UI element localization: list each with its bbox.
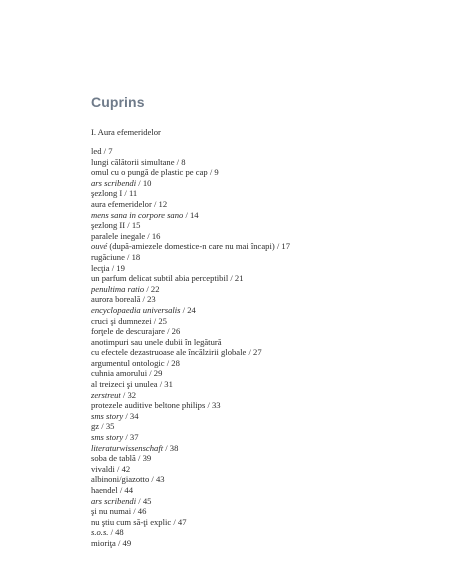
toc-entry-page-number: 23 bbox=[147, 294, 156, 305]
toc-entry-title: gz bbox=[91, 421, 100, 432]
toc-entry-title: ouvé bbox=[91, 241, 108, 252]
toc-entry-title: cu efectele dezastruoase ale încălzirii globale bbox=[91, 347, 247, 358]
toc-entry-page-number: 47 bbox=[177, 516, 187, 527]
toc-entry-page-number: 27 bbox=[253, 347, 262, 358]
toc-entry bbox=[91, 527, 431, 538]
toc-entry bbox=[91, 284, 431, 295]
toc-entry-separator: / bbox=[140, 294, 148, 305]
toc-entry-page-number: 29 bbox=[153, 368, 163, 379]
toc-entry bbox=[91, 517, 431, 528]
toc-entry bbox=[91, 167, 431, 178]
toc-entry-page-number: 35 bbox=[105, 421, 115, 432]
toc-entry-title: rugăciune bbox=[91, 251, 125, 262]
toc-entry-title: mens sana in corpore sano bbox=[91, 209, 184, 220]
toc-entry-separator: / bbox=[163, 442, 170, 453]
toc-entry-page-number: 46 bbox=[137, 506, 147, 517]
toc-entry-separator: / bbox=[131, 506, 138, 517]
toc-entry-separator: / bbox=[124, 251, 132, 262]
toc-entry-page-number: 9 bbox=[214, 167, 219, 178]
toc-entry-separator: / bbox=[136, 177, 143, 188]
toc-entry-title: sms story bbox=[91, 432, 124, 443]
toc-entry-page-number: 34 bbox=[129, 410, 139, 421]
toc-entry-title: aura efemeridelor bbox=[91, 198, 152, 209]
toc-entry bbox=[91, 411, 431, 422]
toc-entry-page-number: 44 bbox=[124, 485, 134, 495]
page-title: Cuprins bbox=[91, 94, 145, 110]
toc-entry-page-number: 25 bbox=[158, 315, 167, 326]
toc-entry bbox=[91, 220, 431, 231]
toc-entry-separator: / bbox=[147, 368, 154, 379]
toc-entry bbox=[91, 294, 431, 305]
toc-entry-page-number: 28 bbox=[171, 357, 180, 368]
toc-entry-title: literaturwissenschaft bbox=[91, 442, 164, 453]
toc-entry-page-number: 24 bbox=[187, 304, 196, 315]
toc-entry-title: zerstreut bbox=[91, 389, 121, 400]
toc-entry-separator: / bbox=[171, 516, 178, 527]
toc-entry-separator: / bbox=[109, 262, 117, 273]
toc-entry bbox=[91, 496, 431, 507]
toc-entry-title: forţele de descurajare bbox=[91, 326, 165, 337]
toc-entry bbox=[91, 231, 431, 242]
toc-entry bbox=[91, 485, 431, 496]
toc-entry-page-number: 26 bbox=[171, 326, 181, 337]
toc-entry bbox=[91, 146, 431, 157]
toc-entry-separator: / bbox=[122, 188, 129, 199]
toc-entry-separator: / bbox=[207, 167, 215, 178]
toc-entry bbox=[91, 188, 431, 199]
toc-entry-separator: / bbox=[151, 198, 159, 209]
toc-entry-page-number: 8 bbox=[181, 156, 186, 167]
toc-entry-page-number: 39 bbox=[142, 453, 152, 464]
toc-entry-page-number: 49 bbox=[122, 537, 132, 548]
toc-entry-title: ars scribendi bbox=[91, 177, 137, 188]
toc-entry bbox=[91, 347, 431, 358]
toc-entry-title: led bbox=[91, 146, 102, 156]
toc-entry-title: vivaldi bbox=[91, 463, 115, 474]
toc-entry-page-number: 38 bbox=[169, 442, 179, 453]
toc-entry-page-number: 42 bbox=[121, 463, 131, 474]
toc-entry-separator: / bbox=[164, 326, 172, 337]
toc-entry-title: mioriţa bbox=[91, 537, 116, 548]
toc-entry-title: penultima ratio bbox=[91, 283, 145, 294]
toc-entry-separator: / bbox=[117, 485, 125, 495]
toc-entry-title: omul cu o pungă de plastic pe cap bbox=[91, 167, 208, 178]
toc-entry-page-number: 19 bbox=[116, 262, 125, 273]
toc-entry-title: protezele auditive beltone philips bbox=[91, 400, 206, 411]
toc-entry-separator: / bbox=[123, 410, 130, 421]
toc-entry bbox=[91, 443, 431, 454]
toc-entry-separator: / bbox=[136, 495, 143, 506]
toc-entry-title: lecţia bbox=[91, 262, 110, 273]
toc-entry-page-number: 32 bbox=[127, 389, 137, 400]
toc-entry-separator: / bbox=[151, 315, 159, 326]
toc-entry-page-number: 37 bbox=[129, 432, 139, 443]
toc-entry-title: lungi călătorii simultane bbox=[91, 156, 175, 167]
toc-entry-title: argumentul ontologic bbox=[91, 357, 165, 368]
toc-entry-title: şezlong I bbox=[91, 188, 123, 199]
toc-entry-page-number: 21 bbox=[234, 273, 244, 284]
toc-entry bbox=[91, 432, 431, 443]
toc-entry-separator: / bbox=[108, 527, 116, 538]
toc-entry bbox=[91, 390, 431, 401]
toc-entry-separator: / bbox=[157, 379, 165, 390]
toc-entry bbox=[91, 453, 431, 464]
toc-entry-page-number: 7 bbox=[108, 146, 113, 156]
toc-entry-separator: / bbox=[135, 453, 143, 464]
toc-entry-separator: / bbox=[183, 209, 190, 220]
toc-entry-page-number: 33 bbox=[212, 400, 221, 411]
toc-entry-separator: / bbox=[145, 230, 152, 241]
toc-entry-separator: / bbox=[164, 357, 172, 368]
toc-entry bbox=[91, 358, 431, 369]
toc-entry-page-number: 45 bbox=[142, 495, 152, 506]
toc-entry-separator: / bbox=[120, 389, 128, 400]
toc-entry bbox=[91, 252, 431, 263]
toc-entry-page-number: 14 bbox=[190, 209, 199, 220]
toc-entry-subtitle: (după-amiezele domestice-n care nu mai încapi) bbox=[107, 241, 275, 252]
toc-entry-page-number: 43 bbox=[155, 474, 165, 485]
toc-entry-separator: / bbox=[274, 241, 282, 252]
toc-entry-title: albinoni/giazotto bbox=[91, 474, 150, 485]
toc-entry-separator: / bbox=[246, 347, 254, 358]
toc-entry bbox=[91, 157, 431, 168]
toc-entry-separator: / bbox=[174, 156, 182, 167]
toc-entry-page-number: 15 bbox=[131, 220, 141, 231]
toc-entry bbox=[91, 368, 431, 379]
toc-entry-page-number: 16 bbox=[151, 230, 161, 241]
toc-entry-page-number: 22 bbox=[150, 283, 160, 294]
toc-entry bbox=[91, 241, 431, 252]
toc-entry-separator: / bbox=[149, 474, 156, 485]
toc-entry-title: şezlong II bbox=[91, 220, 126, 231]
toc-entry bbox=[91, 538, 431, 549]
toc-entry bbox=[91, 210, 431, 221]
toc-entry-title: şi nu numai bbox=[91, 506, 132, 517]
toc-entry-separator: / bbox=[114, 463, 122, 474]
toc-entry-separator: / bbox=[99, 421, 106, 432]
toc-entry-page-number: 48 bbox=[115, 527, 124, 538]
toc-entry-title: paralele inegale bbox=[91, 230, 146, 241]
toc-entry-separator: / bbox=[205, 400, 212, 411]
toc-entry bbox=[91, 506, 431, 517]
toc-entry-title: anotimpuri sau unele dubii în legătură bbox=[91, 336, 222, 347]
toc-entry bbox=[91, 337, 431, 348]
toc-entry-separator: / bbox=[228, 273, 235, 284]
toc-entry bbox=[91, 464, 431, 475]
toc-entry-separator: / bbox=[144, 283, 151, 294]
toc-entry bbox=[91, 400, 431, 411]
toc-entry-title: nu ştiu cum să-ţi explic bbox=[91, 516, 172, 527]
toc-entry bbox=[91, 305, 431, 316]
toc-entry-page-number: 10 bbox=[142, 177, 152, 188]
toc-entry-separator: / bbox=[123, 432, 130, 443]
toc-list bbox=[91, 146, 431, 549]
toc-entry bbox=[91, 474, 431, 485]
toc-entry-title: un parfum delicat subtil abia perceptibil bbox=[91, 273, 229, 284]
toc-entry-separator: / bbox=[180, 304, 188, 315]
toc-entry-title: ars scribendi bbox=[91, 495, 137, 506]
toc-entry-separator: / bbox=[101, 146, 109, 156]
toc-entry-title: cuhnia amorului bbox=[91, 368, 148, 379]
toc-entry-title: encyclopaedia universalis bbox=[91, 304, 181, 315]
toc-entry bbox=[91, 178, 431, 189]
toc-entry-title: al treizeci şi unulea bbox=[91, 379, 158, 390]
toc-entry bbox=[91, 326, 431, 337]
toc-entry bbox=[91, 199, 431, 210]
toc-entry bbox=[91, 379, 431, 390]
toc-entry-page-number: 11 bbox=[128, 188, 138, 199]
toc-entry-title: soba de tablă bbox=[91, 453, 136, 464]
toc-entry-page-number: 31 bbox=[164, 379, 173, 390]
toc-entry bbox=[91, 273, 431, 284]
toc-entry-page-number: 18 bbox=[131, 251, 141, 262]
toc-entry-page-number: 12 bbox=[158, 198, 168, 209]
toc-entry-title: s.o.s. bbox=[91, 527, 109, 538]
toc-entry-title: haendel bbox=[91, 485, 118, 495]
toc-entry bbox=[91, 316, 431, 327]
toc-entry-separator: / bbox=[125, 220, 132, 231]
toc-entry-page-number: 17 bbox=[281, 241, 291, 252]
section-heading: I. Aura efemeridelor bbox=[91, 127, 161, 137]
toc-entry bbox=[91, 421, 431, 432]
toc-entry bbox=[91, 263, 431, 274]
toc-entry-title: sms story bbox=[91, 410, 124, 421]
toc-entry-separator: / bbox=[115, 537, 123, 548]
toc-entry-title: cruci şi dumnezei bbox=[91, 315, 152, 326]
toc-entry-title: aurora boreală bbox=[91, 294, 141, 305]
